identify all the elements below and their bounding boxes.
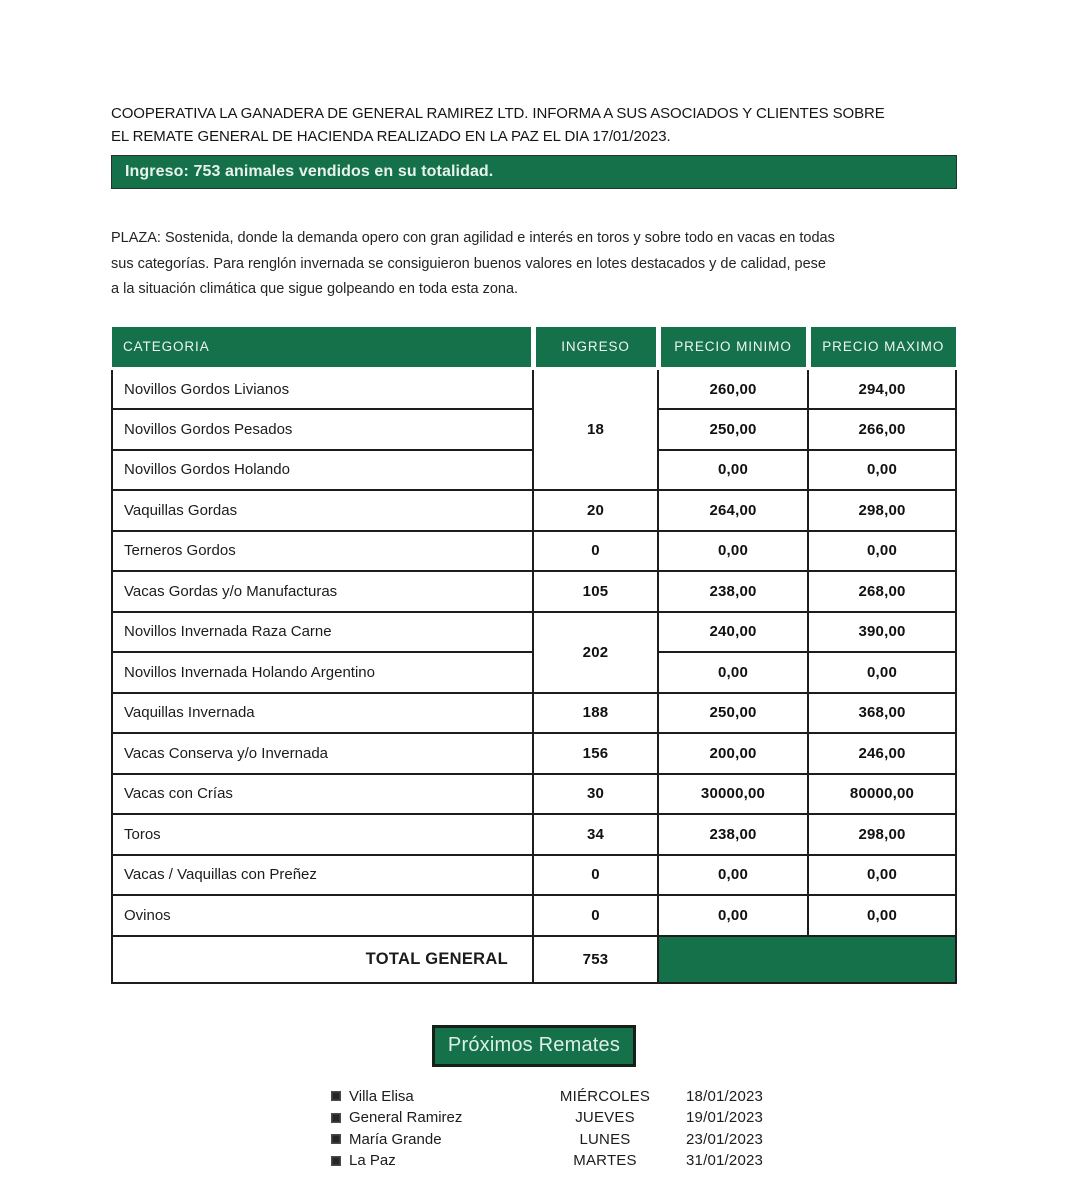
total-ingreso: 753 bbox=[533, 936, 658, 983]
precio-minimo-cell: 238,00 bbox=[658, 571, 808, 612]
total-row bbox=[112, 936, 956, 983]
categoria-cell: Terneros Gordos bbox=[112, 531, 533, 572]
precio-minimo-cell: 264,00 bbox=[658, 490, 808, 531]
precio-minimo-cell: 238,00 bbox=[658, 814, 808, 855]
total-green-cell bbox=[658, 936, 956, 983]
schedule-day: JUEVES bbox=[575, 1109, 635, 1127]
square-bullet-icon bbox=[331, 1156, 341, 1166]
categoria-cell: Novillos Gordos Holando bbox=[112, 450, 533, 491]
precio-maximo-cell: 0,00 bbox=[808, 855, 956, 896]
table-row bbox=[112, 733, 956, 774]
table-row bbox=[112, 693, 956, 734]
schedule-item bbox=[331, 1129, 957, 1151]
table-row bbox=[112, 855, 956, 896]
schedule-list bbox=[331, 1086, 957, 1172]
precio-maximo-cell: 246,00 bbox=[808, 733, 956, 774]
precio-minimo-cell: 0,00 bbox=[658, 450, 808, 491]
square-bullet-icon bbox=[331, 1113, 341, 1123]
plaza-paragraph bbox=[111, 226, 957, 303]
categoria-cell: Vaquillas Invernada bbox=[112, 693, 533, 734]
ingreso-cell: 0 bbox=[533, 531, 658, 572]
categoria-cell: Novillos Gordos Pesados bbox=[112, 409, 533, 450]
schedule-day: LUNES bbox=[579, 1130, 631, 1148]
ingreso-cell: 188 bbox=[533, 693, 658, 734]
categoria-cell: Ovinos bbox=[112, 895, 533, 936]
schedule-item bbox=[331, 1107, 957, 1129]
categoria-cell: Novillos Invernada Holando Argentino bbox=[112, 652, 533, 693]
table-row bbox=[112, 490, 956, 531]
categoria-cell: Novillos Invernada Raza Carne bbox=[112, 612, 533, 653]
categoria-cell: Novillos Gordos Livianos bbox=[112, 369, 533, 410]
schedule-location-cell bbox=[331, 1152, 546, 1169]
schedule-location: Villa Elisa bbox=[349, 1087, 414, 1105]
precio-minimo-cell: 200,00 bbox=[658, 733, 808, 774]
ingreso-cell: 0 bbox=[533, 895, 658, 936]
column-header-precio-minimo: PRECIO MINIMO bbox=[658, 327, 808, 369]
ingreso-cell: 0 bbox=[533, 855, 658, 896]
table-row bbox=[112, 571, 956, 612]
table-row bbox=[112, 369, 956, 410]
precio-maximo-cell: 0,00 bbox=[808, 531, 956, 572]
plaza-line-3: a la situación climática que sigue golpeando en toda esta zona. bbox=[111, 281, 519, 297]
precio-minimo-cell: 0,00 bbox=[658, 531, 808, 572]
categoria-cell: Toros bbox=[112, 814, 533, 855]
precio-minimo-cell: 0,00 bbox=[658, 652, 808, 693]
schedule-item bbox=[331, 1086, 957, 1108]
table-row bbox=[112, 612, 956, 653]
ingreso-cell: 34 bbox=[533, 814, 658, 855]
categoria-cell: Vacas Conserva y/o Invernada bbox=[112, 733, 533, 774]
total-label: TOTAL GENERAL bbox=[112, 936, 533, 983]
schedule-location: María Grande bbox=[349, 1130, 442, 1148]
precio-maximo-cell: 0,00 bbox=[808, 895, 956, 936]
ingreso-cell: 20 bbox=[533, 490, 658, 531]
table-header-row bbox=[112, 327, 956, 369]
schedule-day: MARTES bbox=[573, 1152, 637, 1170]
precio-maximo-cell: 298,00 bbox=[808, 490, 956, 531]
precio-minimo-cell: 250,00 bbox=[658, 693, 808, 734]
table-row bbox=[112, 814, 956, 855]
ingreso-cell: 18 bbox=[533, 369, 658, 491]
schedule-item bbox=[331, 1150, 957, 1172]
intro-paragraph bbox=[111, 102, 957, 148]
schedule-date: 18/01/2023 bbox=[686, 1087, 764, 1105]
schedule-location-cell bbox=[331, 1109, 546, 1126]
schedule-date: 23/01/2023 bbox=[686, 1130, 764, 1148]
schedule-location-cell bbox=[331, 1131, 546, 1148]
precio-minimo-cell: 240,00 bbox=[658, 612, 808, 653]
schedule-location-cell bbox=[331, 1088, 546, 1105]
schedule-date: 31/01/2023 bbox=[686, 1152, 764, 1170]
precio-maximo-cell: 390,00 bbox=[808, 612, 956, 653]
categoria-cell: Vacas / Vaquillas con Preñez bbox=[112, 855, 533, 896]
intro-line-1: COOPERATIVA LA GANADERA DE GENERAL RAMIREZ LTD. INFORMA A SUS ASOCIADOS Y CLIENTES SOBRE bbox=[111, 105, 885, 122]
ingreso-cell: 105 bbox=[533, 571, 658, 612]
plaza-line-2: sus categorías. Para renglón invernada se consiguieron buenos valores en lotes destacados y de calidad, pese bbox=[111, 255, 826, 272]
precio-maximo-cell: 0,00 bbox=[808, 652, 956, 693]
ingreso-cell: 156 bbox=[533, 733, 658, 774]
square-bullet-icon bbox=[331, 1091, 341, 1101]
precio-minimo-cell: 0,00 bbox=[658, 855, 808, 896]
precio-minimo-cell: 250,00 bbox=[658, 409, 808, 450]
categoria-cell: Vaquillas Gordas bbox=[112, 490, 533, 531]
precio-maximo-cell: 268,00 bbox=[808, 571, 956, 612]
precio-minimo-cell: 30000,00 bbox=[658, 774, 808, 815]
ingreso-banner: Ingreso: 753 animales vendidos en su totalidad. bbox=[111, 155, 957, 189]
precio-maximo-cell: 0,00 bbox=[808, 450, 956, 491]
square-bullet-icon bbox=[331, 1134, 341, 1144]
precio-maximo-cell: 368,00 bbox=[808, 693, 956, 734]
schedule-day: MIÉRCOLES bbox=[559, 1087, 651, 1105]
precio-maximo-cell: 294,00 bbox=[808, 369, 956, 410]
column-header-categoria: CATEGORIA bbox=[112, 327, 533, 369]
table-row bbox=[112, 774, 956, 815]
report-page bbox=[111, 102, 957, 1172]
report-table-body bbox=[112, 369, 956, 936]
schedule-location: General Ramirez bbox=[349, 1109, 463, 1127]
table-row bbox=[112, 531, 956, 572]
ingreso-cell: 30 bbox=[533, 774, 658, 815]
categoria-cell: Vacas con Crías bbox=[112, 774, 533, 815]
proximos-remates-banner: Próximos Remates bbox=[432, 1025, 636, 1067]
intro-line-2: EL REMATE GENERAL DE HACIENDA REALIZADO EN LA PAZ EL DIA 17/01/2023. bbox=[111, 128, 671, 145]
column-header-ingreso: INGRESO bbox=[533, 327, 658, 369]
auction-results-table bbox=[111, 327, 957, 984]
ingreso-cell: 202 bbox=[533, 612, 658, 693]
precio-maximo-cell: 266,00 bbox=[808, 409, 956, 450]
schedule-date: 19/01/2023 bbox=[686, 1109, 764, 1127]
categoria-cell: Vacas Gordas y/o Manufacturas bbox=[112, 571, 533, 612]
precio-maximo-cell: 298,00 bbox=[808, 814, 956, 855]
precio-minimo-cell: 260,00 bbox=[658, 369, 808, 410]
precio-minimo-cell: 0,00 bbox=[658, 895, 808, 936]
table-row bbox=[112, 895, 956, 936]
schedule-location: La Paz bbox=[349, 1152, 396, 1170]
column-header-precio-maximo: PRECIO MAXIMO bbox=[808, 327, 956, 369]
plaza-line-1: PLAZA: Sostenida, donde la demanda opero con gran agilidad e interés en toros y sobre todo en vacas en todas bbox=[111, 230, 835, 246]
precio-maximo-cell: 80000,00 bbox=[808, 774, 956, 815]
